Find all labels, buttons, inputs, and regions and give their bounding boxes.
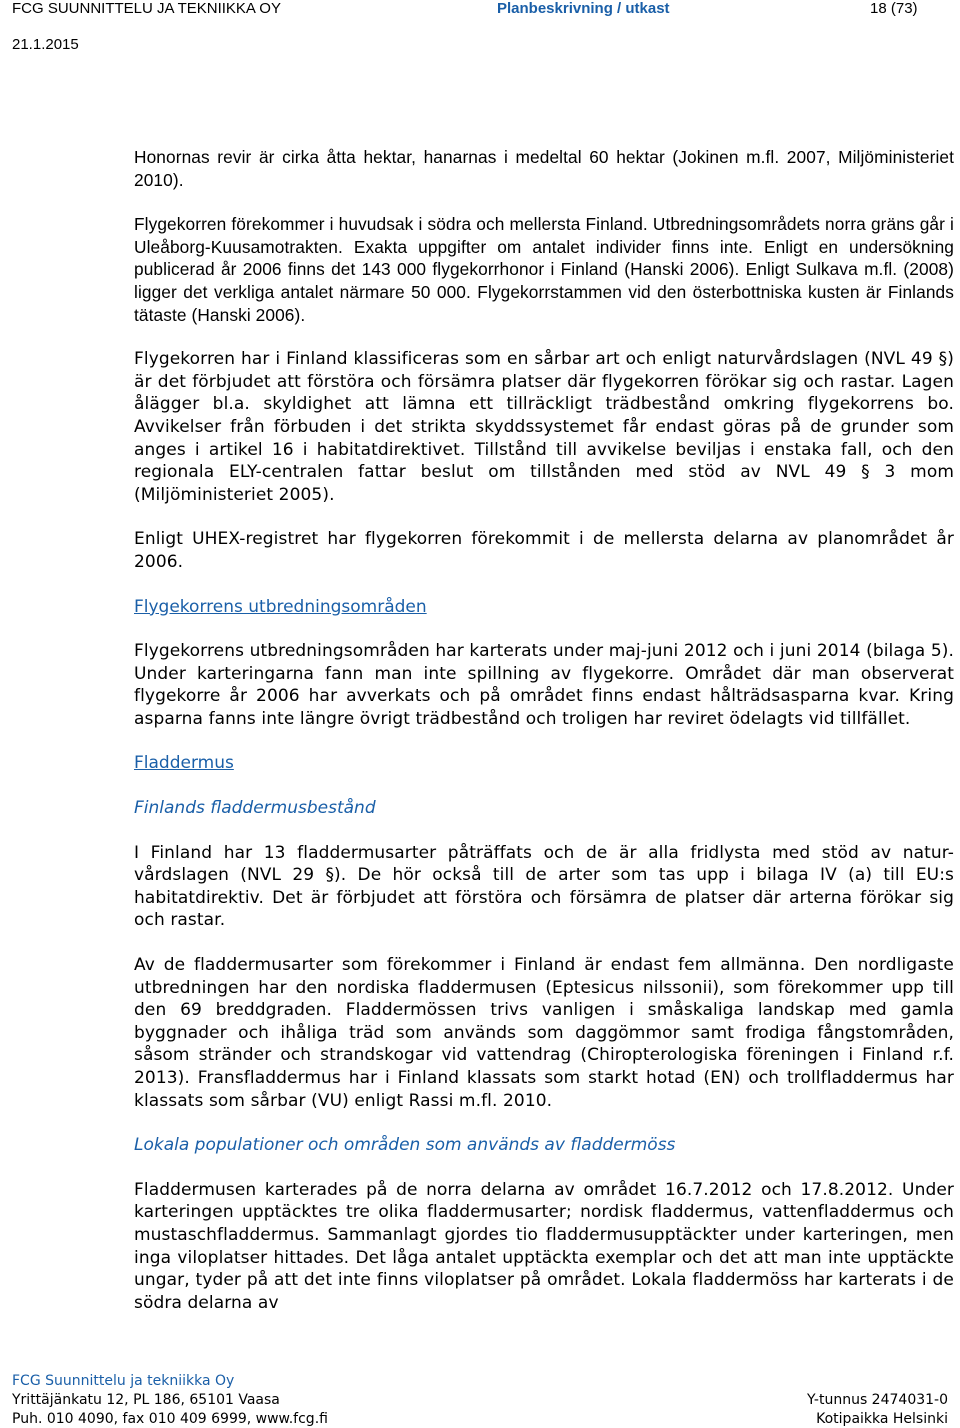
paragraph-bat-survey: Fladdermusen karterades på de norra delarna av området 16.7.2012 och 17.8.2012. Under karteringen upptäcktes tre olika fladdermusarter; nordisk fladdermus, vattenfladdermus och mustaschfladdermus. Sammanlagt gjordes tio fladdermusupptäckter under karteringen, men inga viloplatser hittades. Det låga antalet upptäckta exemplar och det att man inte upptäckte ungar, tyder på att det inte finns viloplatser på området. Lokala fladdermöss har karterats i de södra delarna av — [134, 1179, 954, 1313]
footer-address: Yrittäjänkatu 12, PL 186, 65101 Vaasa — [12, 1392, 280, 1408]
paragraph-protection: Flygekorren har i Finland klassificeras som en sårbar art och enligt naturvårdslagen (NVL 49 §) är det förbjudet att förstöra och försämra platser där flygekorren förökar sig och rastar. Lagen ålägger bl.a. skyldighet att lämna ett tillräckligt trädbestånd omkring flygekorrens bo. Avvikelser från förbuden i det strikta skyddssystemet får endast göras på de grunder som anges i artikel 16 i habitatdirektivet. Tillstånd till avvikelse beviljas i enstaka fall, och den regionala ELY-centralen fattar beslut om tillstånden med stöd av NVL 49 § 3 mom (Miljöministeriet 2005). — [134, 349, 954, 505]
document-body — [134, 146, 954, 1336]
paragraph-uhex: Enligt UHEX-registret har flygekorren förekommit i de mellersta delarna av planområdet år 2006. — [134, 529, 954, 572]
header-organization: FCG SUUNNITTELU JA TEKNIIKKA OY — [12, 0, 281, 17]
paragraph-survey: Flygekorrens utbredningsområden har karterats under maj-juni 2012 och i juni 2014 (bilaga 5). Under karteringarna fann man inte spillning av flygekorre. Området där man observerat flygekorre år 2006 har avverkats och på området finns endast hålträdsasparna kvar. Kring asparna fanns inte längre övrigt trädbestånd och troligen har reviret ödelagts vid tillfället. — [134, 641, 954, 729]
page-footer — [0, 1370, 960, 1428]
paragraph-distribution: Flygekorren förekommer i huvudsak i södra och mellersta Finland. Utbredningsområdets norra gräns går i Uleåborg-Kuusamotrakten. Exakta uppgifter om antalet individer finns inte. Enligt en undersökning publicerad år 2006 finns det 143 000 flygekorrhonor i Finland (Hanski 2006). Enligt Sulkava m.fl. (2008) ligger det verkliga antalet närmare 50 000. Flygekorrstammen vid den österbottniska kusten är Finlands tätaste (Hanski 2006). — [134, 214, 954, 325]
footer-organization: FCG Suunnittelu ja tekniikka Oy — [12, 1373, 235, 1389]
header-date: 21.1.2015 — [12, 36, 79, 53]
footer-contact: Puh. 010 4090, fax 010 409 6999, www.fcg.fi — [12, 1411, 328, 1427]
heading-local-populations: Lokala populationer och områden som används av fladdermöss — [134, 1135, 676, 1156]
heading-flygekorrens-utbredningsomraden[interactable]: Flygekorrens utbredningsområden — [134, 596, 427, 617]
heading-finlands-fladdermusbestand: Finlands fladdermusbestånd — [134, 798, 376, 819]
paragraph-bat-distribution: Av de fladdermusarter som förekommer i Finland är endast fem allmänna. Den nordligaste utbredningen har den nordiska fladdermusen (Eptesicus nilssonii), som förekommer upp till den 69 breddgraden. Fladdermössen trivs vanligen i småskaliga landskap med gamla byggnader och ihåliga träd som används som daggömmor samt frodiga fångstområden, såsom stränder och strandskogar vid vattendrag (Chiropterologiska föreningen i Finland r.f. 2013). Fransfladdermus har i Finland klassats som starkt hotad (EN) och trollfladdermus har klassats som sårbar (VU) enligt Rassi m.fl. 2010. — [134, 955, 954, 1111]
footer-business-id: Y-tunnus 2474031-0 — [807, 1392, 948, 1408]
header-page-number: 18 (73) — [870, 0, 918, 17]
heading-fladdermus[interactable]: Fladdermus — [134, 753, 234, 774]
paragraph-bat-species: I Finland har 13 fladdermusarter påträffats och de är alla fridlysta med stöd av natur-vårdslagen (NVL 29 §). De hör också till de arter som tas upp i bilaga IV (a) till EU:s habitatdirektiv. Det är förbjudet att förstöra och försämra de platser där arterna förökar sig och rastar. — [134, 842, 954, 931]
page-header — [0, 0, 960, 60]
footer-domicile: Kotipaikka Helsinki — [816, 1411, 948, 1427]
header-document-title: Planbeskrivning / utkast — [497, 0, 670, 17]
paragraph-revir: Honornas revir är cirka åtta hektar, hanarnas i medeltal 60 hektar (Jokinen m.fl. 2007, Miljöministeriet 2010). — [134, 147, 954, 190]
